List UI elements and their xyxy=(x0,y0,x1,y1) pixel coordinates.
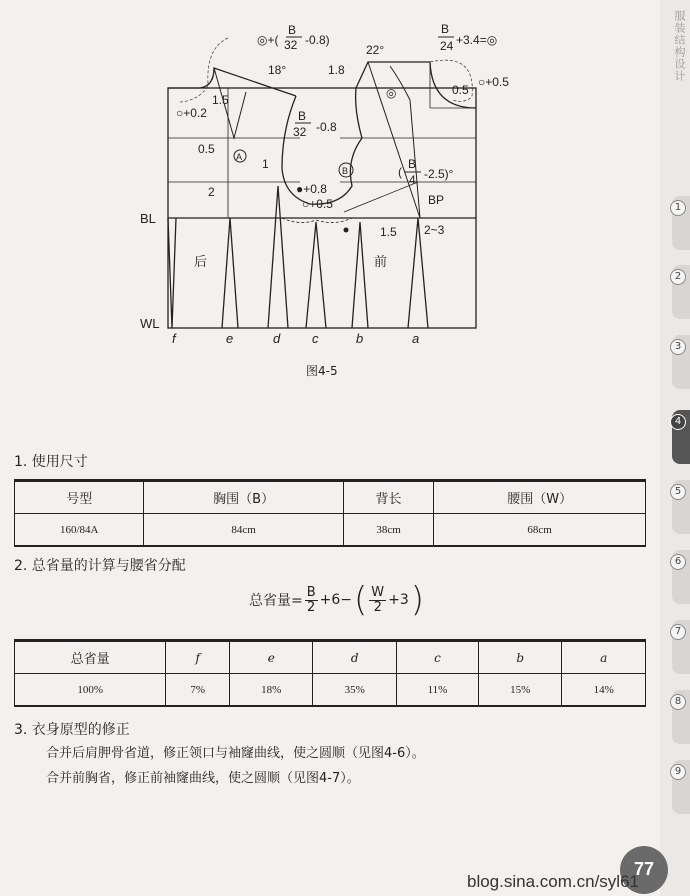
section3-title: 3. 衣身原型的修正 xyxy=(14,722,130,738)
svg-text:0.5: 0.5 xyxy=(452,83,469,97)
table-cell: 38cm xyxy=(343,514,434,547)
svg-text:◎+(: ◎+( xyxy=(257,33,279,47)
svg-text:b: b xyxy=(356,331,364,346)
dart-e xyxy=(222,218,238,328)
svg-text:A: A xyxy=(236,152,243,162)
svg-text:○+0.5: ○+0.5 xyxy=(478,75,509,89)
page-number: 77 xyxy=(620,846,668,894)
dart-d xyxy=(268,186,288,328)
svg-text:c: c xyxy=(312,331,319,346)
svg-text:a: a xyxy=(412,331,420,346)
chapter-sidebar xyxy=(660,0,690,896)
chapter-tab-6[interactable]: 6 xyxy=(672,550,690,604)
svg-text:◎: ◎ xyxy=(386,86,397,100)
chapter-tab-9[interactable]: 9 xyxy=(672,760,690,814)
table-cell: 11% xyxy=(396,674,478,707)
svg-text:前: 前 xyxy=(374,254,388,269)
table-cell: 84cm xyxy=(144,514,343,547)
svg-text:18°: 18° xyxy=(268,63,287,77)
svg-text:○+0.5: ○+0.5 xyxy=(302,197,333,211)
svg-text:B: B xyxy=(288,23,297,37)
header-cell: 号型 xyxy=(15,481,144,514)
svg-text:1.8: 1.8 xyxy=(328,63,345,77)
paragraph: 合并后肩胛骨省道，修正领口与袖窿曲线，使之圆顺（见图4-6）。 xyxy=(46,746,425,761)
dart-formula: 总省量= $\frac{B}{2}$ +6− ( $\frac{W}{2}$ +3 ) xyxy=(249,580,425,620)
svg-text:22°: 22° xyxy=(366,43,385,57)
size-table xyxy=(14,479,646,547)
table-cell: 14% xyxy=(562,674,646,707)
svg-text:1.5: 1.5 xyxy=(380,225,397,239)
front-shoulder xyxy=(356,62,430,88)
table-cell: 68cm xyxy=(434,514,646,547)
svg-text:后: 后 xyxy=(194,254,208,269)
chapter-tab-3[interactable]: 3 xyxy=(672,335,690,389)
svg-text:BL: BL xyxy=(140,211,156,226)
dart-f xyxy=(168,218,176,328)
header-cell: d xyxy=(313,641,396,674)
paragraph: 合并前胸省，修正前袖窿曲线，使之圆顺（见图4-7）。 xyxy=(46,771,360,786)
dart-b xyxy=(352,222,368,328)
dart-distribution-table xyxy=(14,639,646,707)
section2-title: 2. 总省量的计算与腰省分配 xyxy=(14,558,186,574)
chapter-tab-7[interactable]: 7 xyxy=(672,620,690,674)
svg-text:B: B xyxy=(408,157,417,171)
svg-text:-0.8: -0.8 xyxy=(316,120,337,134)
chapter-tab-8[interactable]: 8 xyxy=(672,690,690,744)
header-cell: f xyxy=(166,641,230,674)
table-cell: 100% xyxy=(15,674,166,707)
svg-text:2~3: 2~3 xyxy=(424,223,445,237)
svg-text:32: 32 xyxy=(293,125,307,139)
svg-text:4: 4 xyxy=(409,173,416,187)
chapter-tab-1[interactable]: 1 xyxy=(672,196,690,250)
svg-text:e: e xyxy=(226,331,234,346)
table-cell: 35% xyxy=(313,674,396,707)
svg-text:24: 24 xyxy=(440,39,454,53)
svg-text:32: 32 xyxy=(284,38,298,52)
chapter-tab-5[interactable]: 5 xyxy=(672,480,690,534)
header-cell: a xyxy=(562,641,646,674)
svg-text:0.5: 0.5 xyxy=(198,142,215,156)
bodice-pattern-diagram xyxy=(120,0,540,350)
svg-text:○+0.2: ○+0.2 xyxy=(176,106,207,120)
header-cell: c xyxy=(396,641,478,674)
svg-text:(: ( xyxy=(398,165,402,179)
svg-text:B: B xyxy=(441,22,450,36)
sidebar-title: 服装结构设计 xyxy=(673,10,686,82)
section1-title: 1. 使用尺寸 xyxy=(14,454,88,470)
svg-text:-0.8): -0.8) xyxy=(305,33,330,47)
header-cell: 背长 xyxy=(343,481,434,514)
header-cell: b xyxy=(478,641,561,674)
chapter-tab-2[interactable]: 2 xyxy=(672,265,690,319)
table-cell: 15% xyxy=(478,674,561,707)
header-cell: 胸围（B） xyxy=(144,481,343,514)
table-cell: 18% xyxy=(230,674,313,707)
svg-text:d: d xyxy=(273,331,281,346)
table-cell: 7% xyxy=(166,674,230,707)
svg-text:WL: WL xyxy=(140,316,160,331)
header-cell: 腰围（W） xyxy=(434,481,646,514)
svg-text:-2.5)°: -2.5)° xyxy=(424,167,454,181)
svg-text:BP: BP xyxy=(428,193,445,207)
dart-c xyxy=(306,222,326,328)
svg-text:B: B xyxy=(298,109,307,123)
watermark: blog.sina.com.cn/syl61 xyxy=(467,872,639,891)
figure-caption: 图4-5 xyxy=(306,364,338,378)
table-cell: 160/84A xyxy=(15,514,144,547)
svg-text:1: 1 xyxy=(262,157,269,171)
chapter-tab-4[interactable]: 4 xyxy=(672,410,690,464)
header-cell: e xyxy=(230,641,313,674)
svg-text:B: B xyxy=(342,166,349,176)
svg-text:+3.4=◎: +3.4=◎ xyxy=(456,33,498,47)
svg-text:f: f xyxy=(172,331,176,346)
svg-text:2: 2 xyxy=(208,185,215,199)
header-cell: 总省量 xyxy=(15,641,166,674)
svg-text:●+0.8: ●+0.8 xyxy=(296,182,327,196)
svg-text:1.5: 1.5 xyxy=(212,93,229,107)
